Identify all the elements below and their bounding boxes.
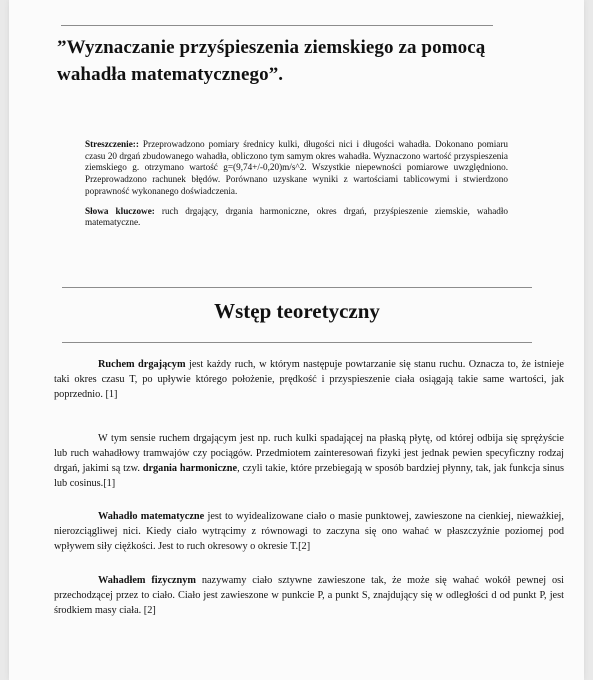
- paragraph-3-text: jest to wyidealizowane ciało o masie punktowej, zawieszone na cienkiej, nieważkiej, nierozciągliwej nici. Kiedy ciało wytrącimy z równowagi to zaczyna się ono wahać w płaszczyźnie poziomej pod wpływem siły ciężkości. Jest to ruch okresowy o okresie T.[2]: [54, 511, 564, 552]
- paragraph-2-text-pre: W tym sensie ruchem drgającym jest np. ruch kulki spadającej na płaską płytę, od której odbija się sprężyście lub ruch wahadłowy tramwajów czy pociągów. Przedmiotem zainteresowań fizyki jest jednak pewien specyficzny rodzaj drgań, jakimi są tzw.: [54, 433, 564, 474]
- body-paragraph-1: [54, 357, 564, 402]
- abstract-label: Streszczenie::: [85, 139, 139, 149]
- paragraph-3-term: Wahadło matematyczne: [98, 511, 205, 522]
- keywords-text: ruch drgający, drgania harmoniczne, okres drgań, przyśpieszenie ziemskie, wahadło matematyczne.: [85, 205, 509, 228]
- keywords-label: Słowa kluczowe:: [85, 205, 155, 216]
- abstract-block: [85, 139, 508, 229]
- body-paragraph-4: [54, 573, 564, 618]
- paragraph-2-term: drgania harmoniczne: [142, 463, 238, 474]
- section-divider-bottom: [62, 342, 532, 343]
- body-paragraph-3: [54, 509, 564, 554]
- paragraph-4-text: nazywamy ciało sztywne zawieszone tak, że może się wahać wokół pewnej osi przechodzącej przez to ciało. Ciało jest zawieszone w punkcie P, a punkt S, znajdujący się w odległości d od punkt P, jest środkiem masy ciała. [2]: [54, 575, 565, 616]
- document-page: [9, 0, 584, 680]
- paragraph-1-text: jest każdy ruch, w którym następuje powtarzanie się stanu ruchu. Oznacza to, że istnieje taki okres czasu T, po upływie którego położenie, prędkość i przyspieszenie ciała osiągają takie same wartości, jak poprzednio. [1]: [54, 359, 565, 400]
- keywords-paragraph: [85, 206, 508, 229]
- section-heading: Wstęp teoretyczny: [214, 299, 380, 323]
- abstract-text: Przeprowadzono pomiary średnicy kulki, długości nici i długości wahadła. Dokonano pomiaru czasu 20 drgań zbudowanego wahadła, obliczono tym samym okres wahadła. Wyznaczono wartość przyspieszenia ziemskiego g. otrzymano wartość g=(9,74+/-0,20)m/s^2. Wszystkie niepewności pomiarowe uwzględniono. Przeprowadzono rachunek błędów. Porównano uzyskane wyniki z wartościami tablicowymi i stwierdzono poprawność wykonanego doświadczenia.: [85, 139, 508, 196]
- paragraph-1-term: Ruchem drgającym: [98, 359, 186, 370]
- paragraph-2-text: , czyli takie, które przebiegają w sposób bardziej płynny, tak, jak funkcja sinus lub cosinus.[1]: [54, 463, 564, 489]
- paragraph-4-term: Wahadłem fizycznym: [98, 575, 196, 586]
- abstract-paragraph: [85, 139, 508, 198]
- top-divider: [61, 25, 493, 26]
- document-title: ”Wyznaczanie przyśpieszenia ziemskiego za pomocą wahadła matematycznego”.: [57, 37, 486, 85]
- body-paragraph-2: [54, 431, 564, 491]
- section-divider-top: [62, 287, 532, 288]
